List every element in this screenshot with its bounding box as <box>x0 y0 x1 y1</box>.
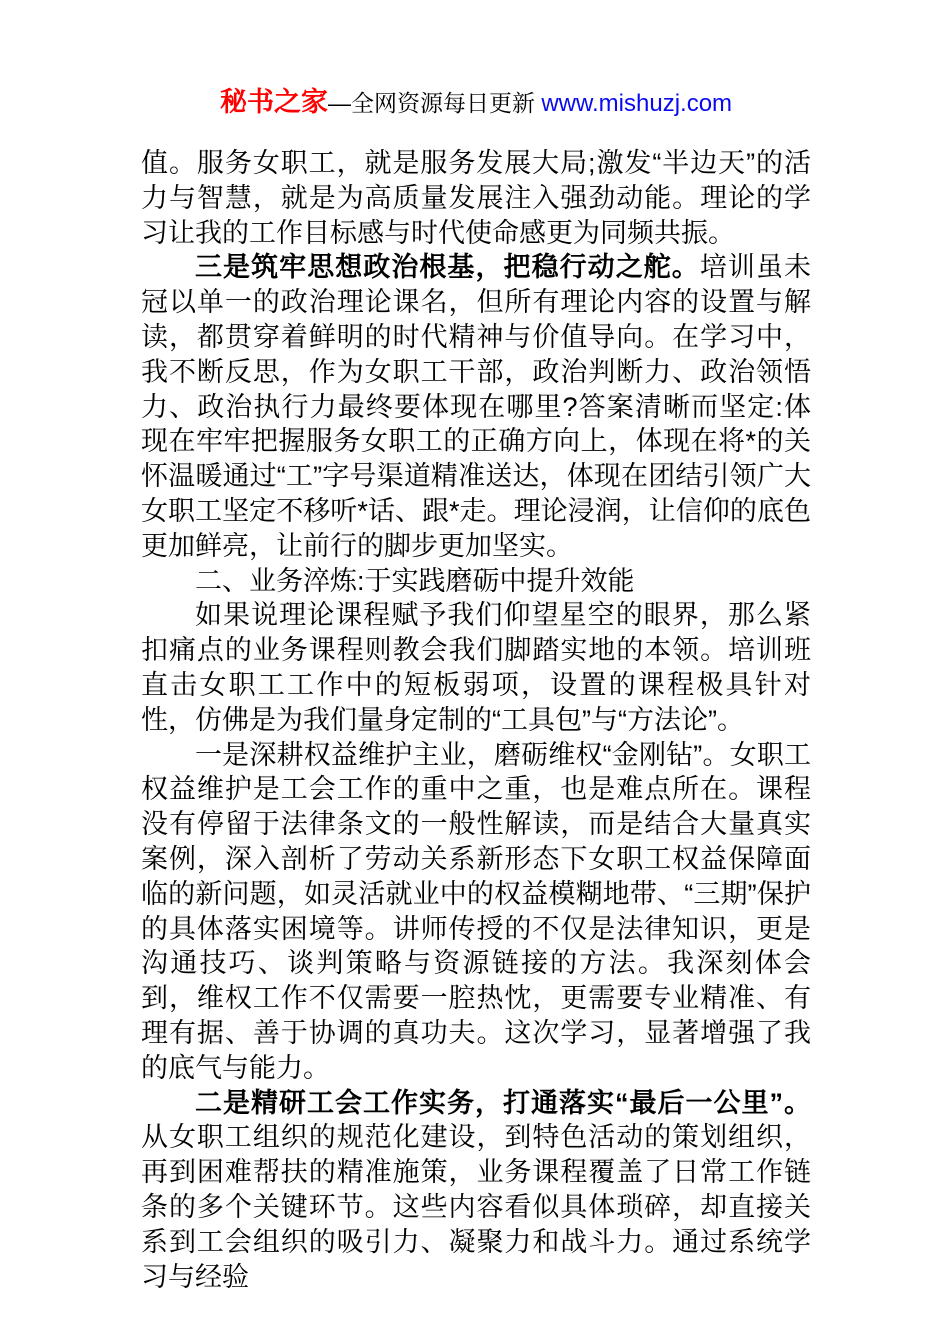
paragraph <box>141 146 811 250</box>
paragraph <box>141 598 811 737</box>
doc-content <box>141 146 811 1294</box>
text-run: 值。服务女职工，就是服务发展大局;激发“半边天”的活力与智慧，就是为高质量发展注入强劲动能。理论的学习让我的工作目标感与时代使命感更为同频共振。 <box>141 148 811 248</box>
paragraph <box>141 564 811 599</box>
text-run: 从女职工组织的规范化建设，到特色活动的策划组织，再到困难帮扶的精准施策，业务课程覆盖了日常工作链条的多个关键环节。这些内容看似具体琐碎，却直接关系到工会组织的吸引力、凝聚力和战斗力。通过系统学习与经验 <box>141 1122 811 1292</box>
text-run-bold: 二是精研工会工作实务，打通落实“最后一公里”。 <box>195 1087 811 1118</box>
site-url-link[interactable]: www.mishuzj.com <box>541 90 733 117</box>
site-name: 秘书之家 <box>219 87 328 117</box>
text-run-bold: 三是筑牢思想政治根基，把稳行动之舵。 <box>195 252 700 283</box>
text-run: 如果说理论课程赋予我们仰望星空的眼界，那么紧扣痛点的业务课程则教会我们脚踏实地的本领。培训班直击女职工工作中的短板弱项，设置的课程极具针对性，仿佛是为我们量身定制的“工具包”与“方法论”。 <box>141 600 811 735</box>
text-run: 培训虽未冠以单一的政治理论课名，但所有理论内容的设置与解读，都贯穿着鲜明的时代精神与价值导向。在学习中，我不断反思，作为女职工干部，政治判断力、政治领悟力、政治执行力最终要体现在哪里?答案清晰而坚定:体现在牢牢把握服务女职工的正确方向上，体现在将*的关怀温暖通过“工”字号渠道精准送达，体现在团结引领广大女职工坚定不移听*话、跟*走。理论浸润，让信仰的底色更加鲜亮，让前行的脚步更加坚实。 <box>141 252 812 561</box>
doc-header <box>141 86 811 120</box>
paragraph <box>141 1086 811 1295</box>
paragraph <box>141 250 811 563</box>
text-run: 一是深耕权益维护主业，磨砺维权“金刚钻”。女职工权益维护是工会工作的重中之重，也是难点所在。课程没有停留于法律条文的一般性解读，而是结合大量真实案例，深入剖析了劳动关系新形态下女职工权益保障面临的新问题，如灵活就业中的权益模糊地带、“三期”保护的具体落实困境等。讲师传授的不仅是法律知识，更是沟通技巧、谈判策略与资源链接的方法。我深刻体会到，维权工作不仅需要一腔热忱，更需要专业精准、有理有据、善于协调的真功夫。这次学习，显著增强了我的底气与能力。 <box>141 739 811 1083</box>
site-tagline: —全网资源每日更新 <box>327 90 542 116</box>
text-run: 二、业务淬炼:于实践磨砺中提升效能 <box>195 565 635 596</box>
paragraph <box>141 738 811 1086</box>
